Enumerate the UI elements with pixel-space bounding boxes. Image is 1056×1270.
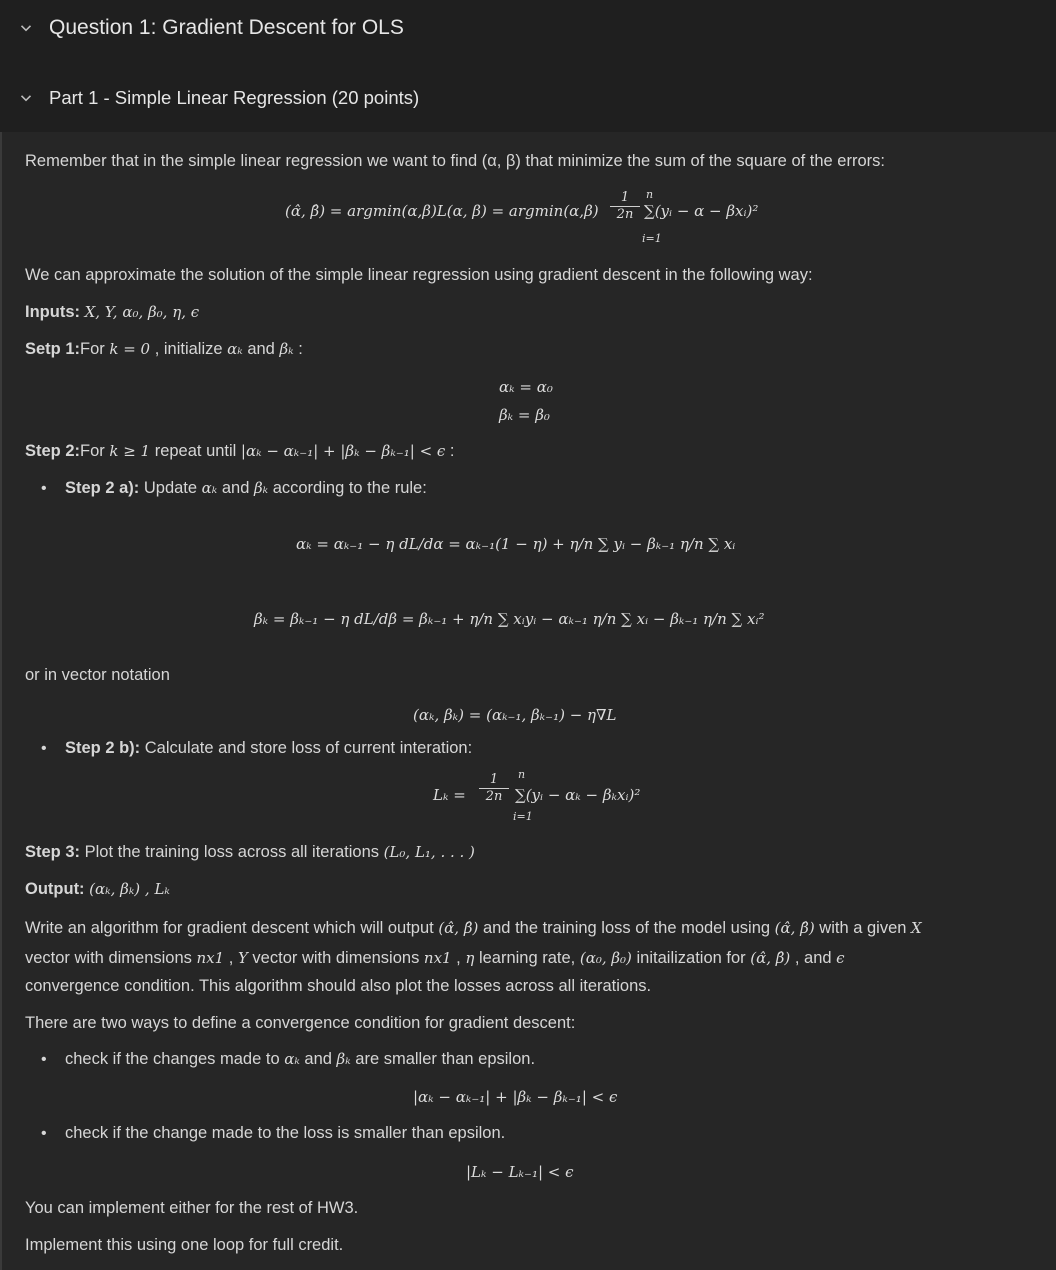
step2-label: Step 2: [25,442,81,460]
write-text: vector with dimensions [25,949,197,967]
write-math: (α₀, β₀) [579,949,632,967]
step2a-line [65,479,427,498]
check2-equation: |Lₖ − Lₖ₋₁| < ϵ [466,1163,574,1181]
markdown-cell[interactable] [0,132,1056,1270]
step2b-line [65,739,472,758]
two-ways-text: There are two ways to define a convergence condition for gradient descent: [25,1014,576,1032]
question-title: Question 1: Gradient Descent for OLS [49,16,404,39]
loss-frac [479,772,509,804]
either-text: You can implement either for the rest of HW3. [25,1199,359,1217]
output-math: (αₖ, βₖ) , Lₖ [89,880,170,898]
inputs-label: Inputs: [25,303,80,321]
alpha-update-equation: αₖ = αₖ₋₁ − η dL/dα = αₖ₋₁(1 − η) + η/n ∑ yᵢ − βₖ₋₁ η/n ∑ xᵢ [296,535,736,553]
setp1-math: αₖ [227,340,243,358]
check1-text: are smaller than epsilon. [350,1050,536,1068]
argmin-right [644,202,758,220]
loss-sum-top: n [518,768,526,781]
setp1-label: Setp 1: [25,340,81,358]
vector-equation: (αₖ, βₖ) = (αₖ₋₁, βₖ₋₁) − η∇L [413,706,617,724]
write-math: (α̂, β̂) [774,919,815,937]
check2-line: check if the change made to the loss is smaller than epsilon. [65,1124,506,1142]
write-text: , [224,949,238,967]
argmin-frac-den: 2n [610,206,640,222]
step3-math: (L₀, L₁, . . . ) [383,843,475,861]
inputs-line [25,303,199,322]
setp1-text: , initialize [150,340,228,358]
step2a-text: Update [139,479,202,497]
argmin-sum-bot: i=1 [642,232,662,245]
argmin-frac [610,190,640,222]
step2a-label: Step 2 a): [65,479,140,497]
write-text: Write an algorithm for gradient descent which will output [25,919,439,937]
write-text: and the training loss of the model using [478,919,775,937]
step3-line [25,843,475,862]
setp1-text: : [293,340,303,358]
bullet: • [41,740,47,757]
write-math: nx1 [423,949,452,967]
write-math: (α̂, β̂) [750,949,791,967]
intro-paragraph: Remember that in the simple linear regression we want to find (α, β) that minimize the sum of the square of the errors: [25,152,885,170]
step3-label: Step 3: [25,843,81,861]
step2-text: repeat until [150,442,241,460]
step2a-math: βₖ [253,479,269,497]
step2-line [25,442,454,461]
setp1-text: For [80,340,110,358]
write-math: X [911,919,922,937]
write-text: initailization for [631,949,751,967]
write-text: , [451,949,466,967]
init-beta: βₖ = β₀ [499,406,550,424]
write-math: Y [237,949,248,967]
chevron-down-icon[interactable] [20,22,32,34]
check1-equation: |αₖ − αₖ₋₁| + |βₖ − βₖ₋₁| < ϵ [413,1088,618,1106]
output-line [25,880,170,899]
check1-math: αₖ [284,1050,300,1068]
argmin-sum-top: n [646,188,654,201]
write-text: learning rate, [474,949,580,967]
bullet: • [41,1125,47,1142]
step2-math: k ≥ 1 [109,442,151,460]
vector-notation-text: or in vector notation [25,666,170,684]
write-line-2 [25,949,845,968]
part-header[interactable] [0,82,1056,114]
step2-math: |αₖ − αₖ₋₁| + |βₖ − βₖ₋₁| < ϵ [240,442,446,460]
question-header[interactable] [0,10,1056,46]
one-loop-text: Implement this using one loop for full credit. [25,1236,344,1254]
check1-line [65,1050,535,1069]
argmin-frac-num: 1 [620,190,630,205]
write-line-1 [25,919,922,938]
step2b-text: Calculate and store loss of current interation: [140,739,473,757]
setp1-line [25,340,303,359]
bullet: • [41,1051,47,1068]
loss-left: Lₖ = [433,786,466,804]
write-line-3: convergence condition. This algorithm should also plot the losses across all iterations. [25,977,652,995]
loss-frac-den: 2n [479,788,509,804]
setp1-math: βₖ [279,340,294,358]
step2a-text: according to the rule: [268,479,427,497]
check1-math: βₖ [336,1050,351,1068]
write-text: vector with dimensions [247,949,424,967]
approx-paragraph: We can approximate the solution of the simple linear regression using gradient descent in the following way: [25,266,813,284]
loss-frac-num: 1 [489,772,499,787]
write-math: (α̂, β̂) [438,919,479,937]
write-math: nx1 [196,949,225,967]
argmin-equation [285,202,599,220]
step2a-text: and [217,479,254,497]
bullet: • [41,480,47,497]
write-text: with a given [814,919,912,937]
write-math: ϵ [836,949,845,967]
write-math: η [465,949,475,967]
step2b-label: Step 2 b): [65,739,141,757]
init-alpha: αₖ = α₀ [499,378,553,396]
output-label: Output: [25,880,85,898]
write-text: , and [790,949,837,967]
loss-right: ∑(yᵢ − αₖ − βₖxᵢ)² [515,786,641,804]
beta-update-equation: βₖ = βₖ₋₁ − η dL/dβ = βₖ₋₁ + η/n ∑ xᵢyᵢ − αₖ₋₁ η/n ∑ xᵢ − βₖ₋₁ η/n ∑ xᵢ² [254,610,765,628]
chevron-down-icon[interactable] [20,92,32,104]
inputs-math: X, Y, α₀, β₀, η, ϵ [84,303,200,321]
part-title: Part 1 - Simple Linear Regression (20 points) [49,87,420,108]
argmin-left: (α̂, β̂) = argmin(α,β)L(α, β) = argmin(α,β) [285,202,599,220]
check1-text: and [299,1050,337,1068]
step2-text: : [445,442,455,460]
loss-sum-bot: i=1 [513,810,533,823]
setp1-math: k = 0 [109,340,151,358]
step2a-math: αₖ [201,479,218,497]
setp1-text: and [242,340,280,358]
step3-text: Plot the training loss across all iterations [80,843,384,861]
check1-text: check if the changes made to [65,1050,285,1068]
step2-text: For [80,442,110,460]
argmin-sum: ∑(yᵢ − α − βxᵢ)² [644,202,759,220]
